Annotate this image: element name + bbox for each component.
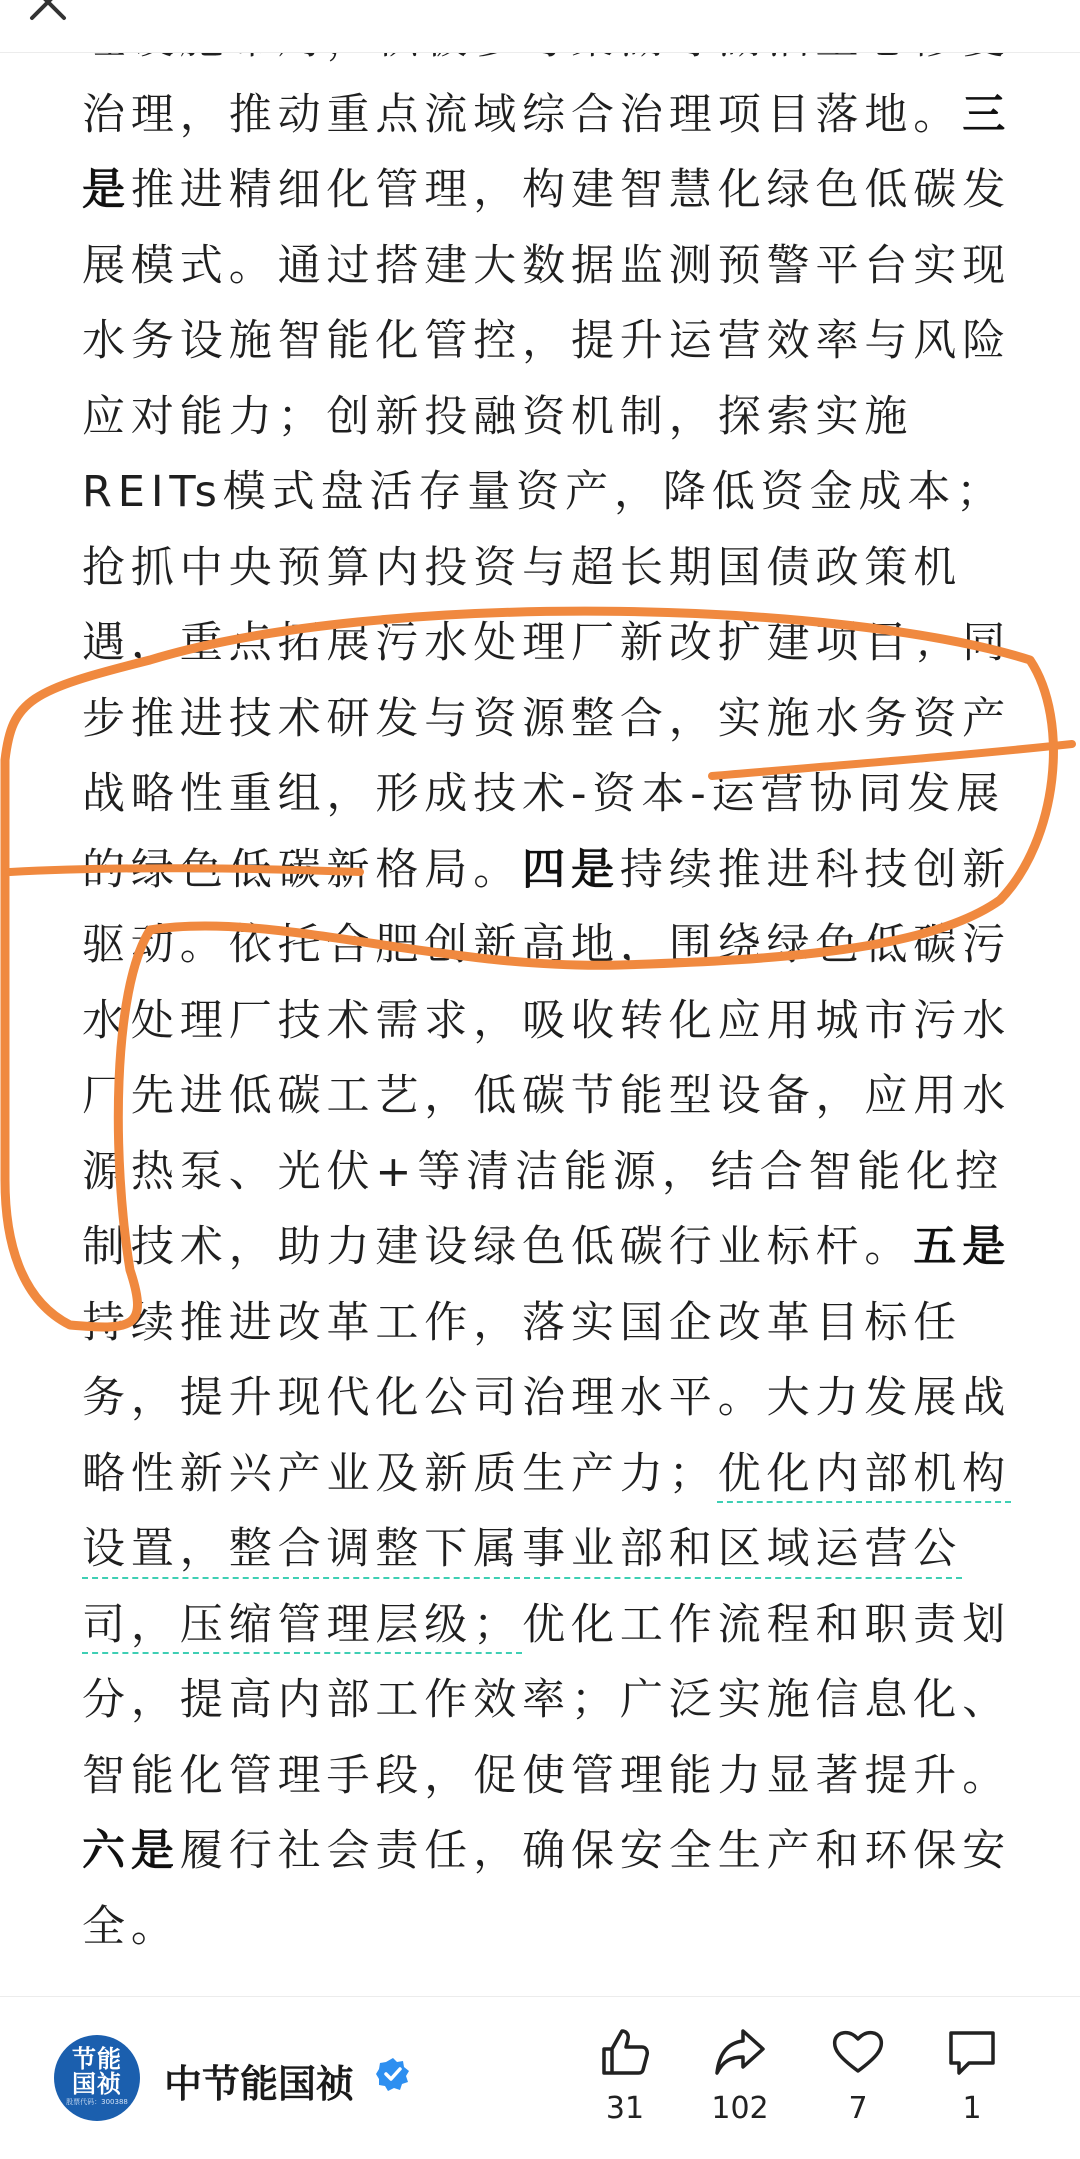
text-line: 应对能力；创新投融资机制，探索实施 — [82, 391, 914, 442]
linked-text[interactable]: 优化内部机构 — [717, 1448, 1012, 1499]
linked-text[interactable]: 设置，整合调整下属事业部和区域运营公 — [82, 1524, 963, 1574]
text-line: 智能化管理手段，促使管理能力显著提升。 — [82, 1750, 1012, 1801]
text-line: 持续推进改革工作，落实国企改革目标任 — [82, 1297, 963, 1348]
avatar-subtext: 股票代码：300388 — [66, 2098, 128, 2106]
text-line: 源热泵、光伏+等清洁能源，结合智能化控 — [82, 1146, 1005, 1197]
section-marker: 四是 — [522, 844, 620, 895]
bottom-action-bar — [0, 1996, 1080, 2159]
text-line: 分，提高内部工作效率；广泛实施信息化、 — [82, 1675, 1012, 1725]
text-line: 战略性重组，形成技术-资本-运营协同发展 — [82, 769, 1006, 819]
article-body — [82, 40, 1012, 1965]
section-marker: 三 — [962, 89, 1012, 140]
section-marker: 五是 — [913, 1222, 1012, 1272]
thumbs-up-icon — [598, 2025, 652, 2079]
text-line: 六是履行社会责任，确保安全生产和环保安 — [82, 1826, 1012, 1876]
text-line: 展模式。通过搭建大数据监测预警平台实现 — [82, 240, 1012, 291]
text-line: 的绿色低碳新格局。四是持续推进科技创新 — [82, 844, 1012, 895]
text-line: REITs模式盘活存量资产，降低资金成本； — [82, 467, 1006, 517]
section-marker: 六是 — [82, 1826, 180, 1876]
like-button[interactable] — [575, 2025, 675, 2126]
account-name[interactable]: 中节能国祯 — [164, 2062, 355, 2106]
share-count: 102 — [711, 2091, 769, 2126]
share-icon — [713, 2025, 767, 2079]
linked-text[interactable]: 司，压缩管理层级； — [82, 1599, 523, 1650]
verified-badge-icon — [376, 2057, 410, 2091]
avatar-text: 节能 — [72, 2045, 122, 2073]
avatar-text: 国祯 — [72, 2070, 122, 2098]
text-line: 遇，重点拓展污水处理厂新改扩建项目；同 — [82, 618, 1012, 668]
text-line: 司，压缩管理层级；优化工作流程和职责划 — [82, 1599, 1012, 1650]
text-line: 驱动。依托合肥创新高地，围绕绿色低碳污 — [82, 920, 1012, 970]
text-line: 全。 — [82, 1901, 180, 1952]
text-line: 水处理厂技术需求，吸收转化应用城市污水 — [82, 995, 1012, 1046]
comment-button[interactable] — [922, 2025, 1022, 2126]
text-line: 治理，推动重点流域综合治理项目落地。三 — [82, 89, 1012, 140]
like-count: 31 — [605, 2091, 645, 2126]
close-icon[interactable] — [24, 0, 72, 26]
favorite-button[interactable] — [808, 2025, 908, 2126]
text-line: 步推进技术研发与资源整合，实施水务资产 — [82, 693, 1012, 744]
share-button[interactable] — [690, 2025, 790, 2126]
avatar[interactable] — [54, 2035, 140, 2121]
text-line: 务，提升现代化公司治理水平。大力发展战 — [82, 1373, 1012, 1423]
top-bar — [0, 0, 1080, 53]
text-line: 制技术，助力建设绿色低碳行业标杆。五是 — [82, 1222, 1012, 1272]
text-line: 是推进精细化管理，构建智慧化绿色低碳发 — [82, 165, 1012, 215]
comment-count: 1 — [962, 2091, 982, 2126]
text-line: 抢抓中央预算内投资与超长期国债政策机 — [82, 542, 963, 593]
text-line: 略性新兴产业及新质生产力；优化内部机构 — [82, 1448, 1012, 1499]
section-marker: 是 — [82, 165, 131, 215]
text-line — [82, 1512, 1002, 1588]
text-line: 厂先进低碳工艺，低碳节能型设备，应用水 — [82, 1071, 1012, 1121]
text-line: 水务设施智能化管控，提升运营效率与风险 — [82, 316, 1012, 366]
heart-icon — [831, 2025, 885, 2079]
comment-icon — [945, 2025, 999, 2079]
favorite-count: 7 — [848, 2091, 868, 2126]
